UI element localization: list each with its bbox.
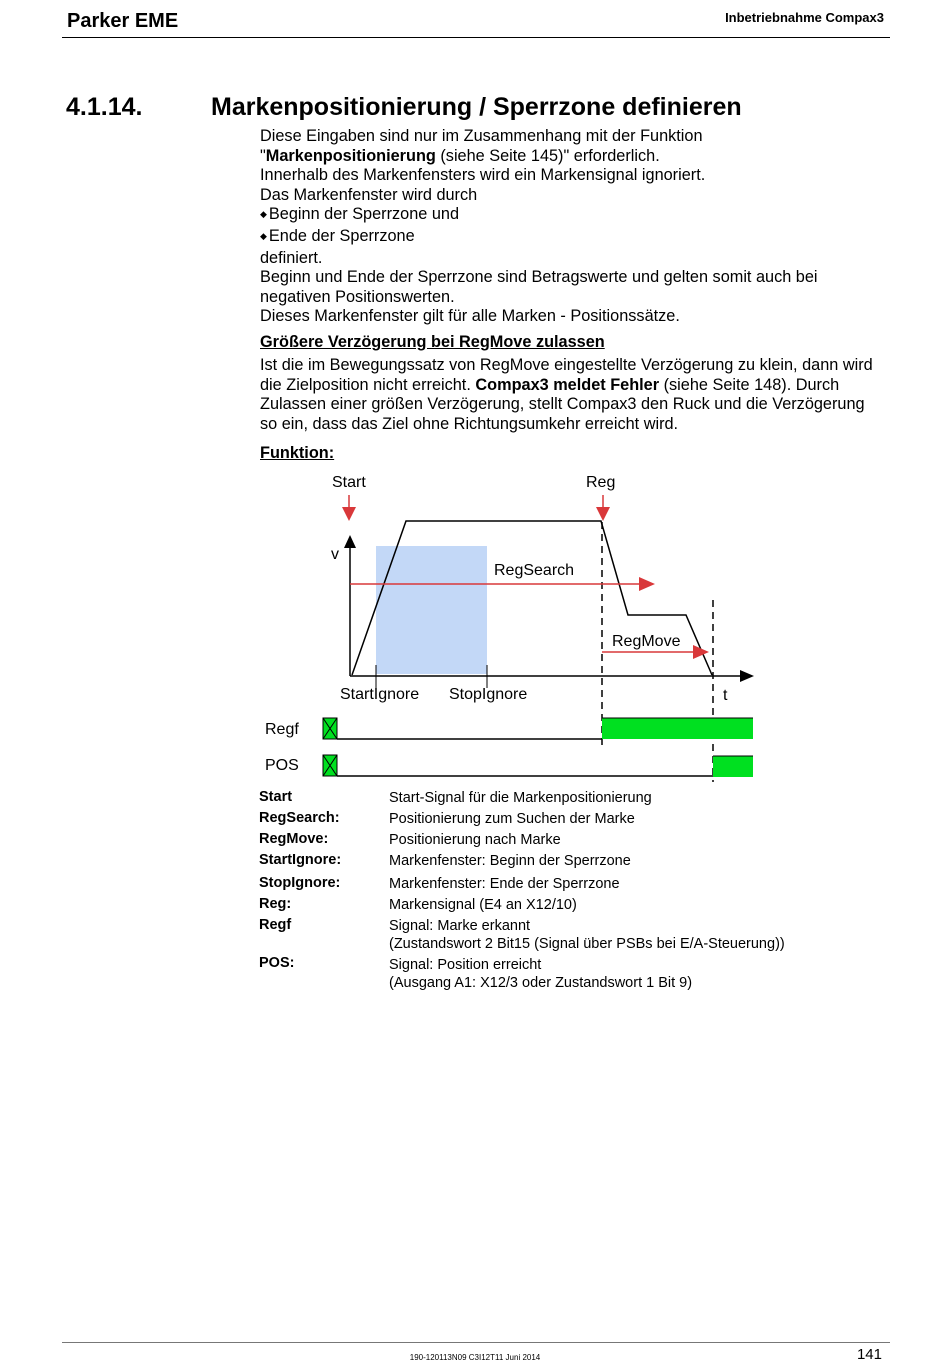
intro-line: Dieses Markenfenster gilt für alle Marken - Positionssätze. xyxy=(260,307,680,326)
v-axis-label: v xyxy=(331,546,339,563)
pos-high-fill xyxy=(713,756,753,777)
legend-key: Start xyxy=(259,789,293,805)
section-number: 4.1.14. xyxy=(66,93,143,121)
function-link: Markenpositionierung xyxy=(265,146,436,165)
legend-key: RegMove: xyxy=(259,831,329,847)
legend-key: StopIgnore: xyxy=(259,875,341,891)
function-heading: Funktion: xyxy=(260,444,335,462)
startignore-label: StartIgnore xyxy=(340,686,420,703)
regsearch-arrowhead xyxy=(639,577,655,591)
bullet-item: ◆ Beginn der Sperrzone und xyxy=(260,205,880,227)
t-axis-label: t xyxy=(723,687,728,704)
reg-label: Reg xyxy=(586,474,616,491)
legend-value: Markensignal (E4 an X12/10) xyxy=(389,897,577,913)
decel-text-bold: Compax3 meldet Fehler xyxy=(475,375,660,394)
decel-text-b: (siehe Seite 148). Durch Zulassen einer größen Verzögerung, stellt Compax3 den Ruck und die Verzögerung so ein, dass das Ziel ohne Richtungsumkehr erreicht wird. xyxy=(260,375,865,433)
page-ref: (siehe Seite 145)" erforderlich. xyxy=(435,146,660,165)
marker-window xyxy=(376,546,487,674)
regmove-label: RegMove xyxy=(612,633,681,650)
regsearch-label: RegSearch xyxy=(494,562,575,579)
header-chapter: Inbetriebnahme Compax3 xyxy=(725,10,884,25)
header-company: Parker EME xyxy=(67,10,179,32)
legend-value: Start-Signal für die Markenpositionierung xyxy=(389,790,652,806)
stopignore-label: StopIgnore xyxy=(449,686,528,703)
start-arrowhead xyxy=(342,507,356,521)
legend-value: Markenfenster: Ende der Sperrzone xyxy=(389,876,620,892)
intro-line: Innerhalb des Markenfensters wird ein Markensignal ignoriert. xyxy=(260,166,706,185)
legend-key: RegSearch: xyxy=(259,810,340,826)
intro-line: Das Markenfenster wird durch xyxy=(260,185,478,204)
legend-value: Signal: Position erreicht xyxy=(389,957,542,973)
legend-value: Markenfenster: Beginn der Sperrzone xyxy=(389,853,631,869)
t-axis-arrowhead xyxy=(740,670,754,682)
start-label: Start xyxy=(332,474,366,491)
legend-key: Reg: xyxy=(259,896,292,912)
legend-value: Signal: Marke erkannt xyxy=(389,918,531,934)
legend-key: StartIgnore: xyxy=(259,852,342,868)
intro-line: Beginn und Ende der Sperrzone sind Betragswerte und gelten somit auch bei negativen Positionswerten. xyxy=(260,268,818,306)
legend-value: Positionierung nach Marke xyxy=(389,832,561,848)
intro-line: Diese Eingaben sind nur im Zusammenhang mit der Funktion xyxy=(260,127,703,145)
legend-value-detail: (Ausgang A1: X12/3 oder Zustandswort 1 Bit 9) xyxy=(389,975,693,991)
section-title: Markenpositionierung / Sperrzone definieren xyxy=(211,93,742,121)
legend-key: POS: xyxy=(259,955,295,971)
legend-value-detail: (Zustandswort 2 Bit15 (Signal über PSBs bei E/A-Steuerung)) xyxy=(389,936,785,952)
legend-value: Positionierung zum Suchen der Marke xyxy=(389,811,635,827)
footer-doc-id: 190-120113N09 C3I12T11 Juni 2014 xyxy=(409,1353,541,1362)
legend-key: Regf xyxy=(259,917,292,933)
footer-rule xyxy=(62,1342,890,1343)
v-axis-arrowhead xyxy=(344,535,356,548)
decel-text-a: Ist die im Bewegungssatz von RegMove eingestellte Verzögerung zu klein, dann wird die Zielposition nicht erreicht. xyxy=(260,356,873,394)
regmove-arrowhead xyxy=(693,645,709,659)
intro-line: definiert. xyxy=(260,248,323,267)
quote-mark: " xyxy=(260,146,266,165)
decel-heading: Größere Verzögerung bei RegMove zulassen xyxy=(260,333,605,351)
bullet-item: ◆ Ende der Sperrzone xyxy=(260,227,880,249)
pos-label: POS xyxy=(265,757,299,774)
reg-arrowhead xyxy=(596,507,610,521)
regf-high-fill xyxy=(602,718,753,739)
page-number: 141 xyxy=(856,1346,882,1363)
regf-label: Regf xyxy=(265,721,299,738)
